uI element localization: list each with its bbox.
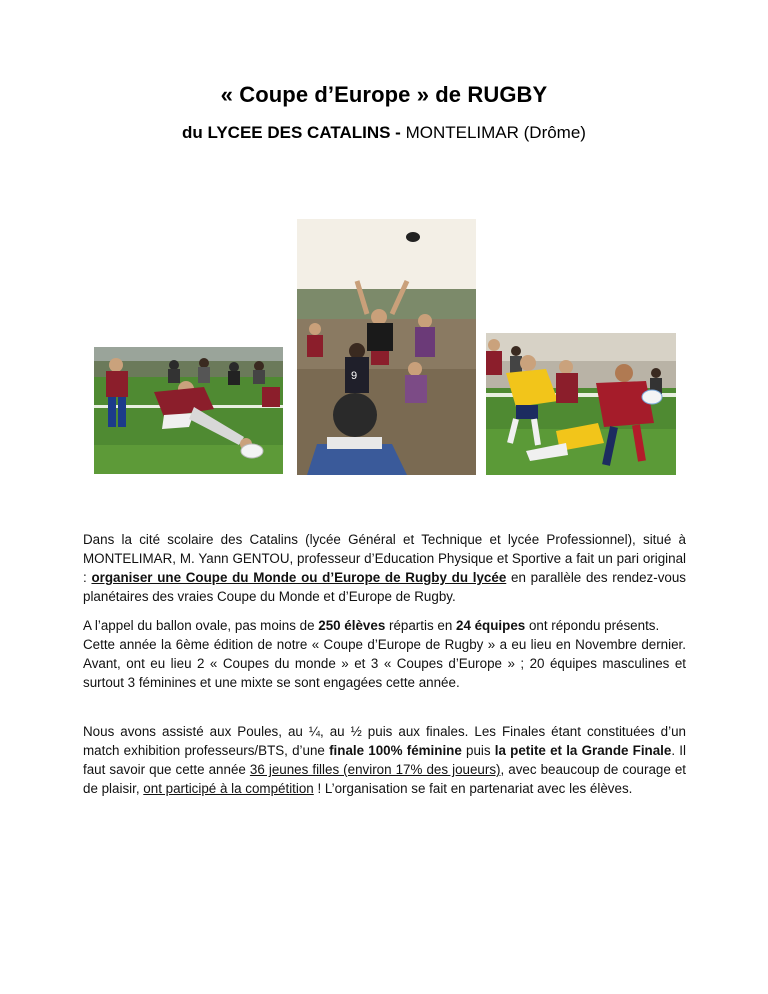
paragraph-finals-text-3: . Il faut savoir que cette année [83,743,686,777]
rugby-lineout-photo [297,219,476,475]
page-title: « Coupe d’Europe » de RUGBY [220,82,548,107]
paragraph-finals-text-1: Nous avons assisté aux Poules, au ¼, au ½ puis aux finales. Les Finales étant constituées d’un match exhibition professeurs/BTS, d’une [83,724,686,758]
final-feminine: finale 100% féminine [329,743,462,758]
subtitle-location: MONTELIMAR (Drôme) [400,123,586,142]
svg-text:9: 9 [351,370,358,382]
paragraph-participation-edition: Cette année la 6ème édition de notre « Coupe d’Europe de Rugby » a eu lieu en Novembre dernier. Avant, ont eu lieu 2 « Coupes du monde » et 3 « Coupes d’Europe » ; 20 équipes masculines et surtout 3 féminines et une mixte se sont engagées cette année. [83,637,686,690]
paragraph-finals-text-2: puis [461,743,495,758]
paragraph-participation-text-2: répartis en [385,618,456,633]
paragraph-intro [83,530,686,606]
paragraph-intro-text-1: Dans la cité scolaire des Catalins (lycée Général et Technique et lycée Professionnel), situé à MONTELIMAR, M. Yann GENTOU, professeur d’Education Physique et Sportive a fait un pari original : [83,532,686,585]
paragraph-finals-text-5: ! L’organisation se fait en partenariat avec les élèves. [313,781,633,796]
participated-text: ont participé à la compétition [143,781,314,796]
paragraph-intro-text-2: en parallèle des rendez-vous planétaires des vraies Coupe du Monde et d’Europe de Rugby. [83,570,686,604]
finals-names: la petite et la Grande Finale [494,743,672,758]
paragraph-intro-highlight: organiser une Coupe du Monde ou d’Europe de Rugby du lycée [91,570,507,585]
girls-count: 36 jeunes filles (environ 17% des joueurs) [249,762,501,777]
teams-count: 24 équipes [456,618,526,633]
rugby-tackle-photo [94,347,283,474]
paragraph-participation-text-1: A l’appel du ballon ovale, pas moins de [83,618,319,633]
page-subtitle [0,123,768,143]
subtitle-school: du LYCEE DES CATALINS - [182,123,401,142]
paragraph-finals-text-4: , avec beaucoup de courage et de plaisir, [83,762,687,796]
students-count: 250 élèves [318,618,386,633]
womens-rugby-photo [486,333,676,475]
paragraph-participation-text-3: ont répondu présents. [525,618,660,633]
paragraph-finals [83,722,686,798]
paragraph-participation [83,616,686,692]
